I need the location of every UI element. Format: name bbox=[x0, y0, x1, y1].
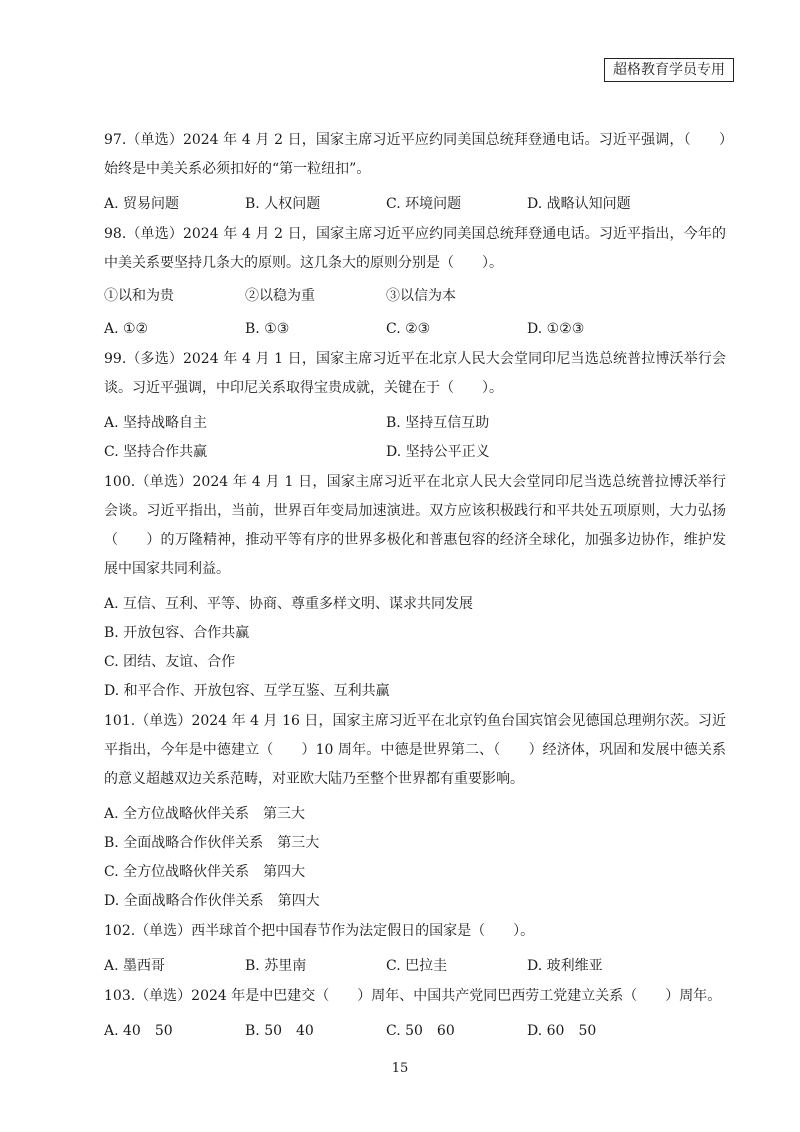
option-a: A. 墨西哥 bbox=[104, 958, 166, 974]
question-text: 97.（单选）2024 年 4 月 2 日，国家主席习近平应约同美国总统拜登通电话。习近平强调，（ ）始终是中美关系必须扣好的“第一粒纽扣”。 bbox=[104, 132, 726, 177]
option-d: D. ①②③ bbox=[527, 321, 585, 337]
option-a: A. 全方位战略伙伴关系 第三大 bbox=[104, 806, 306, 822]
option-b: B. ①③ bbox=[245, 321, 290, 337]
option-b: B. 开放包容、合作共赢 bbox=[104, 625, 250, 641]
option-c: C. 坚持合作共赢 bbox=[104, 444, 208, 460]
question-text: 103.（单选）2024 年是中巴建交（ ）周年、中国共产党同巴西劳工党建立关系（ ）周年。 bbox=[104, 988, 722, 1004]
option-c: C. 团结、友谊、合作 bbox=[104, 654, 236, 670]
statement-3: ③以信为本 bbox=[386, 288, 456, 304]
option-d: D. 和平合作、开放包容、互学互鉴、互利共赢 bbox=[104, 683, 390, 699]
question-text: 99.（多选）2024 年 4 月 1 日，国家主席习近平在北京人民大会堂同印尼当选总统普拉博沃举行会谈。习近平强调，中印尼关系取得宝贵成就，关键在于（ ）。 bbox=[104, 351, 726, 396]
question-100 bbox=[104, 468, 726, 706]
option-list bbox=[104, 800, 726, 916]
question-text: 101.（单选）2024 年 4 月 16 日，国家主席习近平在北京钓鱼台国宾馆会见德国总理朔尔茨。习近平指出，今年是中德建立（ ）10 周年。中德是世界第二、（ ）经济体，巩固和发展中德关系的意义超越双边关系范畴，对亚欧大陆乃至整个世界都有重要影响。 bbox=[104, 713, 726, 787]
question-99 bbox=[104, 345, 726, 467]
option-a: A. 互信、互利、平等、协商、尊重多样文明、谋求共同发展 bbox=[104, 596, 474, 612]
statement-list bbox=[104, 282, 726, 311]
option-a: A. ①② bbox=[104, 321, 149, 337]
question-101 bbox=[104, 707, 726, 916]
option-b: B. 坚持互信互助 bbox=[386, 415, 490, 431]
page-number: 15 bbox=[391, 1061, 409, 1076]
option-b: B. 全面战略合作伙伴关系 第三大 bbox=[104, 835, 320, 851]
option-c: C. 全方位战略伙伴关系 第四大 bbox=[104, 864, 306, 880]
question-text: 100.（单选）2024 年 4 月 1 日，国家主席习近平在北京人民大会堂同印尼当选总统普拉博沃举行会谈。习近平指出，当前，世界百年变局加速演进。双方应该积极践行和平共处五项原则，大力弘扬（ ）的万隆精神，推动平等有序的世界多极化和普惠包容的经济全球化，加强多边协作，维护发展中国家共同利益。 bbox=[104, 474, 726, 577]
option-a: A. 贸易问题 bbox=[104, 196, 180, 212]
question-97 bbox=[104, 126, 726, 219]
option-list bbox=[104, 952, 726, 981]
option-b: B. 苏里南 bbox=[245, 958, 307, 974]
option-list bbox=[104, 590, 726, 706]
option-c: C. 巴拉圭 bbox=[386, 958, 448, 974]
statement-1: ①以和为贵 bbox=[104, 288, 174, 304]
question-text: 102.（单选）西半球首个把中国春节作为法定假日的国家是（ ）。 bbox=[104, 923, 535, 939]
option-a: A. 坚持战略自主 bbox=[104, 415, 208, 431]
option-c: C. 环境问题 bbox=[386, 196, 462, 212]
option-d: D. 全面战略合作伙伴关系 第四大 bbox=[104, 893, 320, 909]
option-list bbox=[104, 409, 726, 467]
option-d: D. 战略认知问题 bbox=[527, 196, 631, 212]
question-103 bbox=[104, 982, 726, 1046]
option-d: D. 坚持公平正义 bbox=[386, 444, 490, 460]
option-d: D. 玻利维亚 bbox=[527, 958, 603, 974]
option-a: A. 40 50 bbox=[104, 1023, 173, 1039]
option-b: B. 人权问题 bbox=[245, 196, 321, 212]
option-list bbox=[104, 315, 726, 344]
question-98 bbox=[104, 220, 726, 344]
statement-2: ②以稳为重 bbox=[245, 288, 315, 304]
question-list bbox=[104, 126, 726, 1046]
option-list bbox=[104, 190, 726, 219]
question-102 bbox=[104, 917, 726, 981]
option-c: C. ②③ bbox=[386, 321, 431, 337]
header-badge: 超格教育学员专用 bbox=[604, 58, 734, 82]
option-b: B. 50 40 bbox=[245, 1023, 314, 1039]
question-text: 98.（单选）2024 年 4 月 2 日，国家主席习近平应约同美国总统拜登通电话。习近平指出，今年的中美关系要坚持几条大的原则。这几条大的原则分别是（ ）。 bbox=[104, 226, 726, 271]
option-d: D. 60 50 bbox=[527, 1023, 597, 1039]
option-c: C. 50 60 bbox=[386, 1023, 455, 1039]
option-list bbox=[104, 1017, 726, 1046]
